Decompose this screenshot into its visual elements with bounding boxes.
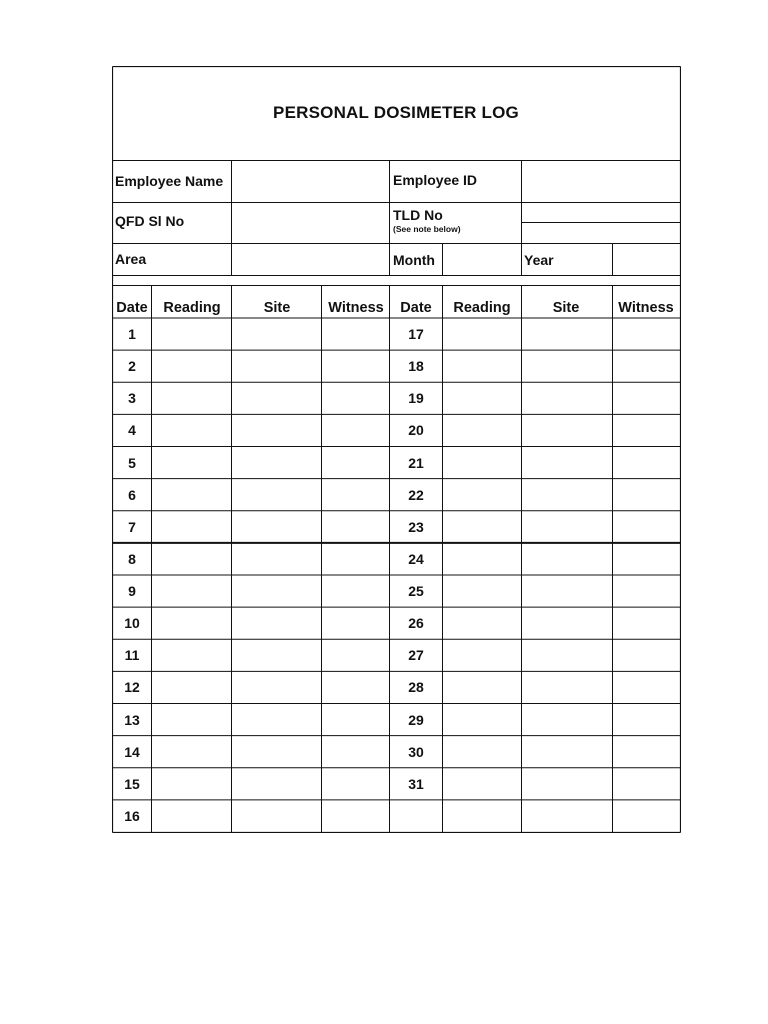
- date-number-right: 28: [408, 679, 424, 696]
- date-number-left: 9: [128, 583, 136, 599]
- col-header-reading-right: Reading: [453, 300, 511, 316]
- date-number-right: 19: [408, 390, 424, 407]
- col-header-witness-right: Witness: [618, 300, 674, 316]
- date-number-left: 16: [124, 807, 140, 824]
- col-header-site-left: Site: [263, 300, 291, 316]
- date-number-left: 11: [124, 647, 140, 664]
- qfd-sl-no-field[interactable]: [232, 203, 389, 243]
- date-number-right: 20: [408, 422, 424, 439]
- date-number-right: 23: [408, 518, 424, 535]
- employee-id-field[interactable]: [521, 161, 680, 202]
- date-number-left: 7: [128, 518, 136, 535]
- qfd-sl-no-label: QFD Sl No: [115, 213, 185, 229]
- date-number-right: 22: [408, 486, 424, 503]
- col-header-site-right: Site: [552, 300, 580, 316]
- date-number-right: 25: [408, 583, 424, 599]
- date-number-left: 3: [128, 390, 136, 407]
- date-number-left: 14: [124, 743, 140, 760]
- col-header-reading-left: Reading: [163, 300, 221, 316]
- date-number-left: 2: [128, 358, 136, 375]
- employee-name-field[interactable]: [232, 161, 389, 202]
- year-label: Year: [524, 252, 554, 268]
- col-header-witness-left: Witness: [328, 300, 384, 316]
- area-label: Area: [115, 251, 147, 267]
- col-header-date-right: Date: [400, 300, 432, 316]
- date-number-right: 30: [408, 743, 424, 760]
- date-number-left: 13: [124, 711, 140, 728]
- area-field[interactable]: [232, 244, 389, 275]
- date-number-left: 12: [124, 679, 140, 696]
- date-number-left: 10: [124, 615, 140, 632]
- date-number-left: 1: [128, 326, 136, 342]
- col-header-date-left: Date: [116, 300, 148, 316]
- date-number-right: 24: [408, 550, 424, 567]
- month-field[interactable]: [442, 244, 520, 275]
- tld-no-field[interactable]: [521, 203, 680, 243]
- tld-no-label: TLD No: [393, 207, 443, 223]
- date-number-right: 21: [408, 454, 424, 471]
- date-number-right: 26: [408, 615, 424, 632]
- date-number-left: 4: [128, 422, 136, 439]
- date-number-left: 8: [128, 550, 136, 567]
- tld-no-note: (See note below): [393, 224, 461, 234]
- year-field[interactable]: [612, 244, 680, 275]
- date-number-left: 15: [124, 775, 140, 792]
- date-number-right: 27: [408, 647, 424, 664]
- date-number-left: 6: [128, 486, 136, 503]
- dosimeter-log-form: [112, 66, 681, 833]
- date-number-right: 29: [408, 711, 424, 728]
- month-label: Month: [393, 252, 435, 268]
- employee-id-label: Employee ID: [393, 172, 478, 188]
- date-number-right: 31: [408, 775, 424, 792]
- date-number-left: 5: [128, 454, 136, 471]
- employee-name-label: Employee Name: [115, 173, 224, 189]
- date-number-right: 18: [408, 358, 424, 375]
- date-number-right: 17: [408, 326, 424, 342]
- form-title: PERSONAL DOSIMETER LOG: [273, 103, 519, 122]
